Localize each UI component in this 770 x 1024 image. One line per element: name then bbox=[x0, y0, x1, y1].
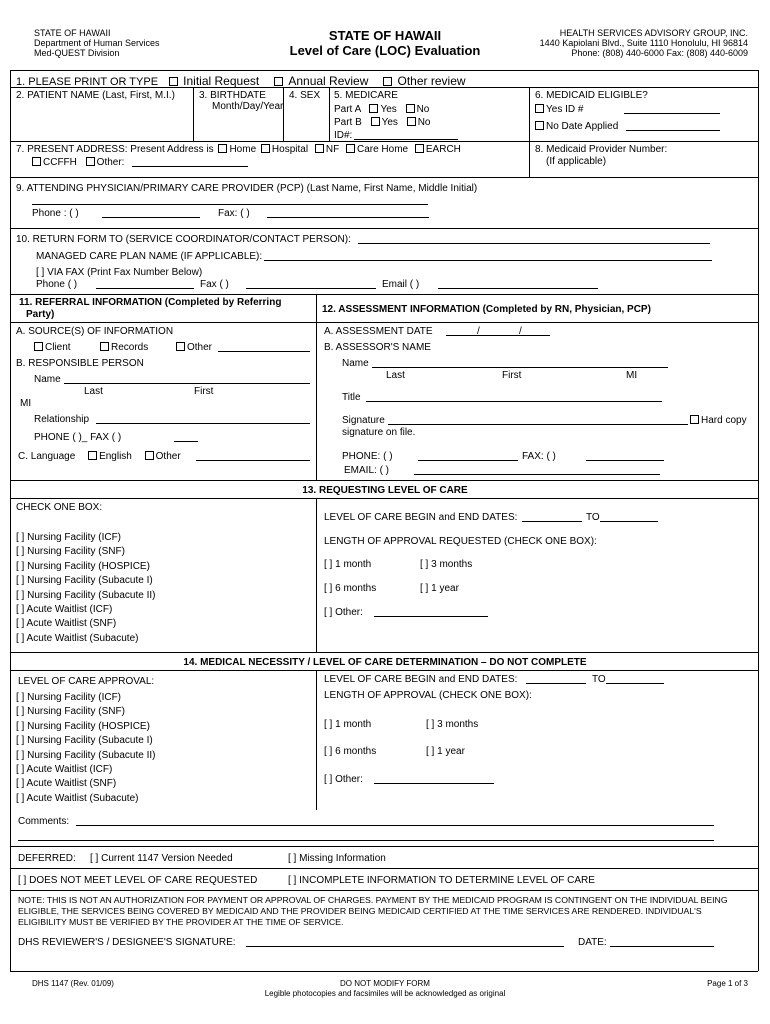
requesting-loc-options bbox=[16, 531, 156, 646]
deferred-missing-info-option[interactable]: [ ] Missing Information bbox=[288, 853, 386, 864]
physician-label: 9. ATTENDING PHYSICIAN/PRIMARY CARE PROVIDER (PCP) (Last Name, First Name, Middle Initial) bbox=[16, 183, 478, 194]
req-nf-hospice-option[interactable]: [ ] Nursing Facility (HOSPICE) bbox=[16, 560, 150, 572]
req-nf-icf-option[interactable]: [ ] Nursing Facility (ICF) bbox=[16, 532, 122, 543]
assessor-first-caption: First bbox=[502, 370, 522, 381]
medicare-label: 5. MEDICARE bbox=[334, 90, 398, 101]
date-slash: / bbox=[519, 326, 522, 337]
earch-checkbox[interactable] bbox=[415, 144, 426, 155]
rule bbox=[10, 890, 758, 891]
rule bbox=[10, 971, 758, 972]
other-review-checkbox[interactable] bbox=[383, 76, 394, 88]
rule bbox=[10, 141, 758, 142]
medicare-id-field[interactable] bbox=[354, 139, 458, 140]
incomplete-info-option[interactable]: [ ] INCOMPLETE INFORMATION TO DETERMINE LEVEL OF CARE bbox=[288, 875, 595, 886]
language-other-checkbox[interactable] bbox=[145, 451, 156, 462]
divider bbox=[529, 87, 530, 177]
physician-name-field[interactable] bbox=[32, 204, 428, 205]
medical-necessity-heading: 14. MEDICAL NECESSITY / LEVEL OF CARE DETERMINATION – DO NOT COMPLETE bbox=[183, 657, 587, 668]
does-not-meet-option[interactable]: [ ] DOES NOT MEET LEVEL OF CARE REQUESTED bbox=[18, 875, 258, 886]
rule bbox=[10, 480, 758, 481]
assessor-name-label: B. ASSESSOR'S NAME bbox=[324, 342, 431, 353]
part-b-yes-checkbox[interactable] bbox=[371, 117, 382, 128]
medicaid-id-field[interactable] bbox=[624, 113, 720, 114]
medicaid-date-applied-field[interactable] bbox=[626, 130, 720, 131]
return-form-field[interactable] bbox=[358, 243, 710, 244]
assessor-name-field[interactable] bbox=[372, 367, 668, 368]
req-to-label: TO bbox=[586, 512, 600, 523]
assessor-email-label: EMAIL: ( ) bbox=[344, 465, 390, 476]
req-3-months-option[interactable]: [ ] 3 months bbox=[420, 559, 473, 570]
physician-fax-label: Fax: ( ) bbox=[218, 208, 250, 219]
physician-fax-field[interactable] bbox=[267, 217, 429, 218]
source-other-checkbox[interactable] bbox=[176, 342, 187, 353]
assessor-mi-caption: MI bbox=[626, 370, 638, 381]
relationship-field[interactable] bbox=[96, 423, 310, 424]
req-nf-snf-option[interactable]: [ ] Nursing Facility (SNF) bbox=[16, 546, 125, 558]
rule bbox=[10, 322, 316, 323]
assessor-email-field[interactable] bbox=[414, 474, 660, 475]
relationship-label: Relationship bbox=[34, 414, 90, 425]
sex-label: 4. SEX bbox=[289, 90, 321, 101]
rule bbox=[10, 294, 758, 295]
source-client-checkbox[interactable] bbox=[34, 342, 45, 353]
return-email-label: Email ( ) bbox=[382, 279, 420, 290]
rule bbox=[10, 70, 758, 71]
patient-name-label: 2. PATIENT NAME (Last, First, M.I.) bbox=[16, 90, 175, 101]
via-fax-option[interactable]: [ ] VIA FAX (Print Fax Number Below) bbox=[36, 267, 203, 278]
rule bbox=[10, 652, 758, 653]
ccffh-checkbox[interactable] bbox=[32, 157, 43, 168]
divider bbox=[316, 670, 317, 810]
divider bbox=[316, 498, 317, 652]
return-email-field[interactable] bbox=[438, 288, 598, 289]
managed-care-plan-label: MANAGED CARE PLAN NAME (IF APPLICABLE): bbox=[36, 251, 263, 262]
appr-nf-snf-option[interactable]: [ ] Nursing Facility (SNF) bbox=[16, 706, 125, 718]
appr-aw-icf-option[interactable]: [ ] Acute Waitlist (ICF) bbox=[16, 764, 113, 776]
assessment-date-label: A. ASSESSMENT DATE bbox=[324, 326, 433, 337]
initial-request-checkbox[interactable] bbox=[169, 76, 180, 88]
initial-request-label: Initial Request bbox=[183, 74, 260, 88]
comments-label: Comments: bbox=[18, 816, 70, 827]
appr-aw-snf-option[interactable]: [ ] Acute Waitlist (SNF) bbox=[16, 778, 117, 790]
language-english-checkbox[interactable] bbox=[88, 451, 99, 462]
provider-number-note: (If applicable) bbox=[546, 156, 607, 167]
source-other-field[interactable] bbox=[218, 351, 310, 352]
req-1-year-option[interactable]: [ ] 1 year bbox=[420, 583, 459, 594]
provider-number-label: 8. Medicaid Provider Number: bbox=[535, 144, 668, 155]
assessment-date-field[interactable] bbox=[446, 335, 550, 336]
name-first-caption: First bbox=[194, 386, 214, 397]
check-one-box-label: CHECK ONE BOX: bbox=[16, 502, 103, 513]
appr-other-option[interactable]: [ ] Other: bbox=[324, 774, 363, 785]
req-nf-subacute2-option[interactable]: [ ] Nursing Facility (Subacute II) bbox=[16, 589, 156, 601]
req-dates-label: LEVEL OF CARE BEGIN and END DATES: bbox=[324, 512, 518, 523]
responsible-fax-field[interactable] bbox=[174, 441, 198, 442]
assessment-info-heading: 12. ASSESSMENT INFORMATION (Completed by RN, Physician, PCP) bbox=[322, 304, 651, 315]
return-phone-field[interactable] bbox=[96, 288, 194, 289]
req-nf-subacute1-option[interactable]: [ ] Nursing Facility (Subacute I) bbox=[16, 575, 153, 587]
medicaid-no-row: No Date Applied bbox=[535, 121, 618, 132]
appr-1-month-option[interactable]: [ ] 1 month bbox=[324, 719, 372, 730]
assessor-title-field[interactable] bbox=[366, 401, 662, 402]
assessor-fax-field[interactable] bbox=[586, 460, 664, 461]
deferred-version-option[interactable]: [ ] Current 1147 Version Needed bbox=[90, 853, 233, 864]
source-info-label: A. SOURCE(S) OF INFORMATION bbox=[16, 326, 174, 337]
appr-1-year-option[interactable]: [ ] 1 year bbox=[426, 746, 465, 757]
reviewer-signature-field[interactable] bbox=[246, 946, 564, 947]
part-a-yes-checkbox[interactable] bbox=[369, 104, 380, 115]
req-aw-icf-option[interactable]: [ ] Acute Waitlist (ICF) bbox=[16, 604, 113, 616]
name-mi-caption: MI bbox=[20, 398, 32, 409]
reviewer-date-field[interactable] bbox=[610, 946, 714, 947]
assessor-signature-label: Signature bbox=[342, 415, 385, 426]
reviewer-signature-label: DHS REVIEWER'S / DESIGNEE'S SIGNATURE: bbox=[18, 937, 236, 948]
req-end-date-field[interactable] bbox=[600, 521, 658, 522]
print-type-label: 1. PLEASE PRINT OR TYPE bbox=[16, 76, 159, 88]
medicaid-yes-checkbox[interactable] bbox=[535, 104, 546, 115]
requesting-loc-heading: 13. REQUESTING LEVEL OF CARE bbox=[302, 485, 468, 496]
form-number: DHS 1147 (Rev. 01/09) bbox=[32, 979, 114, 988]
appr-begin-date-field[interactable] bbox=[526, 683, 586, 684]
hard-copy-checkbox[interactable] bbox=[690, 415, 701, 426]
source-other-option: Other bbox=[176, 342, 212, 353]
return-form-label: 10. RETURN FORM TO (SERVICE COORDINATOR/CONTACT PERSON): bbox=[16, 234, 351, 245]
req-other-option[interactable]: [ ] Other: bbox=[324, 607, 363, 618]
form-border-left bbox=[10, 70, 11, 971]
language-other-field[interactable] bbox=[196, 460, 310, 461]
home-checkbox[interactable] bbox=[218, 144, 229, 155]
source-client-option: Client bbox=[34, 342, 71, 353]
responsible-person-label: B. RESPONSIBLE PERSON bbox=[16, 358, 144, 369]
medicaid-no-checkbox[interactable] bbox=[535, 121, 546, 132]
assessor-title-label: Title bbox=[342, 392, 361, 403]
appr-nf-subacute2-option[interactable]: [ ] Nursing Facility (Subacute II) bbox=[16, 749, 156, 761]
form-border-right bbox=[758, 70, 759, 971]
part-a-no-checkbox[interactable] bbox=[406, 104, 417, 115]
part-b-no-checkbox[interactable] bbox=[407, 117, 418, 128]
appr-nf-subacute1-option[interactable]: [ ] Nursing Facility (Subacute I) bbox=[16, 735, 153, 747]
req-aw-snf-option[interactable]: [ ] Acute Waitlist (SNF) bbox=[16, 618, 117, 630]
assessor-phone-label: PHONE: ( ) bbox=[342, 451, 393, 462]
assessor-last-caption: Last bbox=[386, 370, 405, 381]
divider bbox=[329, 87, 330, 141]
comments-field-line-1[interactable] bbox=[76, 825, 714, 826]
language-row: C. Language English Other bbox=[18, 451, 181, 462]
authorization-note: NOTE: THIS IS NOT AN AUTHORIZATION FOR PAYMENT OR APPROVAL OF CHARGES. PAYMENT BY THE MEDICAID PROGRAM IS CONTINGENT ON THE INDIVIDUAL BEING ELIGIBLE, THE SERVICES BEING COVERED BY MEDICAID AND THE PROVIDER BEING MEDICAID CERTIFIED AT THE TIME SERVICES ARE RENDERED. INDIVIDUAL'S ELIGIBILITY MUST BE VERIFIED BY THE PROVIDER AT THE TIME OF SERVICE. bbox=[18, 895, 728, 927]
appr-6-months-option[interactable]: [ ] 6 months bbox=[324, 746, 377, 757]
date-slash: / bbox=[477, 326, 480, 337]
req-1-month-option[interactable]: [ ] 1 month bbox=[324, 559, 372, 570]
rule bbox=[10, 670, 758, 671]
annual-review-label: Annual Review bbox=[288, 74, 369, 88]
return-fax-label: Fax ( ) bbox=[200, 279, 229, 290]
footer-notice: DO NOT MODIFY FORM Legible photocopies and facsimiles will be acknowledged as original bbox=[264, 979, 506, 998]
print-type-row bbox=[16, 74, 466, 88]
appr-to-label: TO bbox=[592, 674, 606, 685]
divider bbox=[193, 87, 194, 141]
appr-nf-icf-option[interactable]: [ ] Nursing Facility (ICF) bbox=[16, 692, 122, 703]
appr-dates-label: LEVEL OF CARE BEGIN and END DATES: bbox=[324, 674, 518, 685]
comments-field-line-2[interactable] bbox=[18, 840, 714, 841]
medicaid-yes-row: Yes ID # bbox=[535, 104, 583, 115]
rule bbox=[10, 228, 758, 229]
source-records-option: Records bbox=[100, 342, 148, 353]
rule bbox=[10, 177, 758, 178]
medicare-part-a-row: Part A Yes No bbox=[334, 104, 430, 115]
hard-copy-option: Hard copy bbox=[690, 415, 747, 426]
page-title: STATE OF HAWAII Level of Care (LOC) Evaluation bbox=[289, 28, 481, 58]
req-begin-date-field[interactable] bbox=[522, 521, 582, 522]
page-number: Page 1 of 3 bbox=[707, 979, 748, 988]
appr-3-months-option[interactable]: [ ] 3 months bbox=[426, 719, 479, 730]
appr-length-label: LENGTH OF APPROVAL (CHECK ONE BOX): bbox=[324, 690, 532, 701]
care-home-checkbox[interactable] bbox=[346, 144, 357, 155]
appr-aw-subacute-option[interactable]: [ ] Acute Waitlist (Subacute) bbox=[16, 792, 139, 804]
appr-other-field[interactable] bbox=[374, 783, 494, 784]
rule bbox=[10, 846, 758, 847]
header-contractor: HEALTH SERVICES ADVISORY GROUP, INC. 1440 Kapiolani Blvd., Suite 1110 Honolulu, HI 96814 Phone: (808) 440-6000 Fax: (808) 440-6009 bbox=[539, 28, 748, 58]
medicaid-eligible-label: 6. MEDICAID ELIGIBLE? bbox=[535, 90, 648, 101]
physician-phone-label: Phone : ( ) bbox=[32, 208, 79, 219]
managed-care-plan-field[interactable] bbox=[264, 260, 712, 261]
return-fax-field[interactable] bbox=[246, 288, 376, 289]
responsible-phone-fax-label: PHONE ( )_ FAX ( ) bbox=[34, 432, 122, 443]
birthdate-label: 3. BIRTHDATE bbox=[199, 90, 266, 101]
assessor-signature-field[interactable] bbox=[388, 424, 688, 425]
rule bbox=[10, 868, 758, 869]
birthdate-format: Month/Day/Year bbox=[212, 101, 284, 112]
responsible-name-label: Name bbox=[34, 374, 61, 385]
appr-nf-hospice-option[interactable]: [ ] Nursing Facility (HOSPICE) bbox=[16, 720, 150, 732]
loc-approval-label: LEVEL OF CARE APPROVAL: bbox=[18, 676, 155, 687]
responsible-name-field[interactable] bbox=[64, 383, 310, 384]
other-review-label: Other review bbox=[397, 74, 466, 88]
present-address-row-2: CCFFH Other: bbox=[32, 157, 124, 168]
referral-info-heading: 11. REFERRAL INFORMATION (Completed by Referring Party) bbox=[19, 297, 282, 320]
approval-loc-options bbox=[16, 691, 156, 806]
assessor-name-caption: Name bbox=[342, 358, 369, 369]
return-phone-label: Phone ( ) bbox=[36, 279, 78, 290]
medicare-id-label: ID#: bbox=[334, 130, 353, 141]
other-address-field[interactable] bbox=[132, 166, 248, 167]
present-address-row: 7. PRESENT ADDRESS: Present Address is Home Hospital NF Care Home EARCH bbox=[16, 144, 461, 155]
rule bbox=[10, 498, 758, 499]
req-aw-subacute-option[interactable]: [ ] Acute Waitlist (Subacute) bbox=[16, 632, 139, 644]
hospital-checkbox[interactable] bbox=[261, 144, 272, 155]
name-last-caption: Last bbox=[84, 386, 103, 397]
assessor-phone-field[interactable] bbox=[418, 460, 518, 461]
deferred-label: DEFERRED: bbox=[18, 853, 76, 864]
annual-review-checkbox[interactable] bbox=[274, 76, 285, 88]
rule bbox=[316, 322, 758, 323]
req-6-months-option[interactable]: [ ] 6 months bbox=[324, 583, 377, 594]
appr-end-date-field[interactable] bbox=[606, 683, 664, 684]
physician-phone-field[interactable] bbox=[102, 217, 200, 218]
divider bbox=[283, 87, 284, 141]
req-other-field[interactable] bbox=[374, 616, 488, 617]
header-agency: STATE OF HAWAII Department of Human Services Med-QUEST Division bbox=[34, 28, 160, 58]
source-records-checkbox[interactable] bbox=[100, 342, 111, 353]
reviewer-date-label: DATE: bbox=[578, 937, 607, 948]
nf-checkbox[interactable] bbox=[315, 144, 326, 155]
other-address-checkbox[interactable] bbox=[86, 157, 97, 168]
medicare-part-b-row: Part B Yes No bbox=[334, 117, 431, 128]
req-length-label: LENGTH OF APPROVAL REQUESTED (CHECK ONE BOX): bbox=[324, 536, 597, 547]
signature-on-file-text: signature on file. bbox=[342, 427, 416, 438]
assessor-fax-label: FAX: ( ) bbox=[522, 451, 556, 462]
